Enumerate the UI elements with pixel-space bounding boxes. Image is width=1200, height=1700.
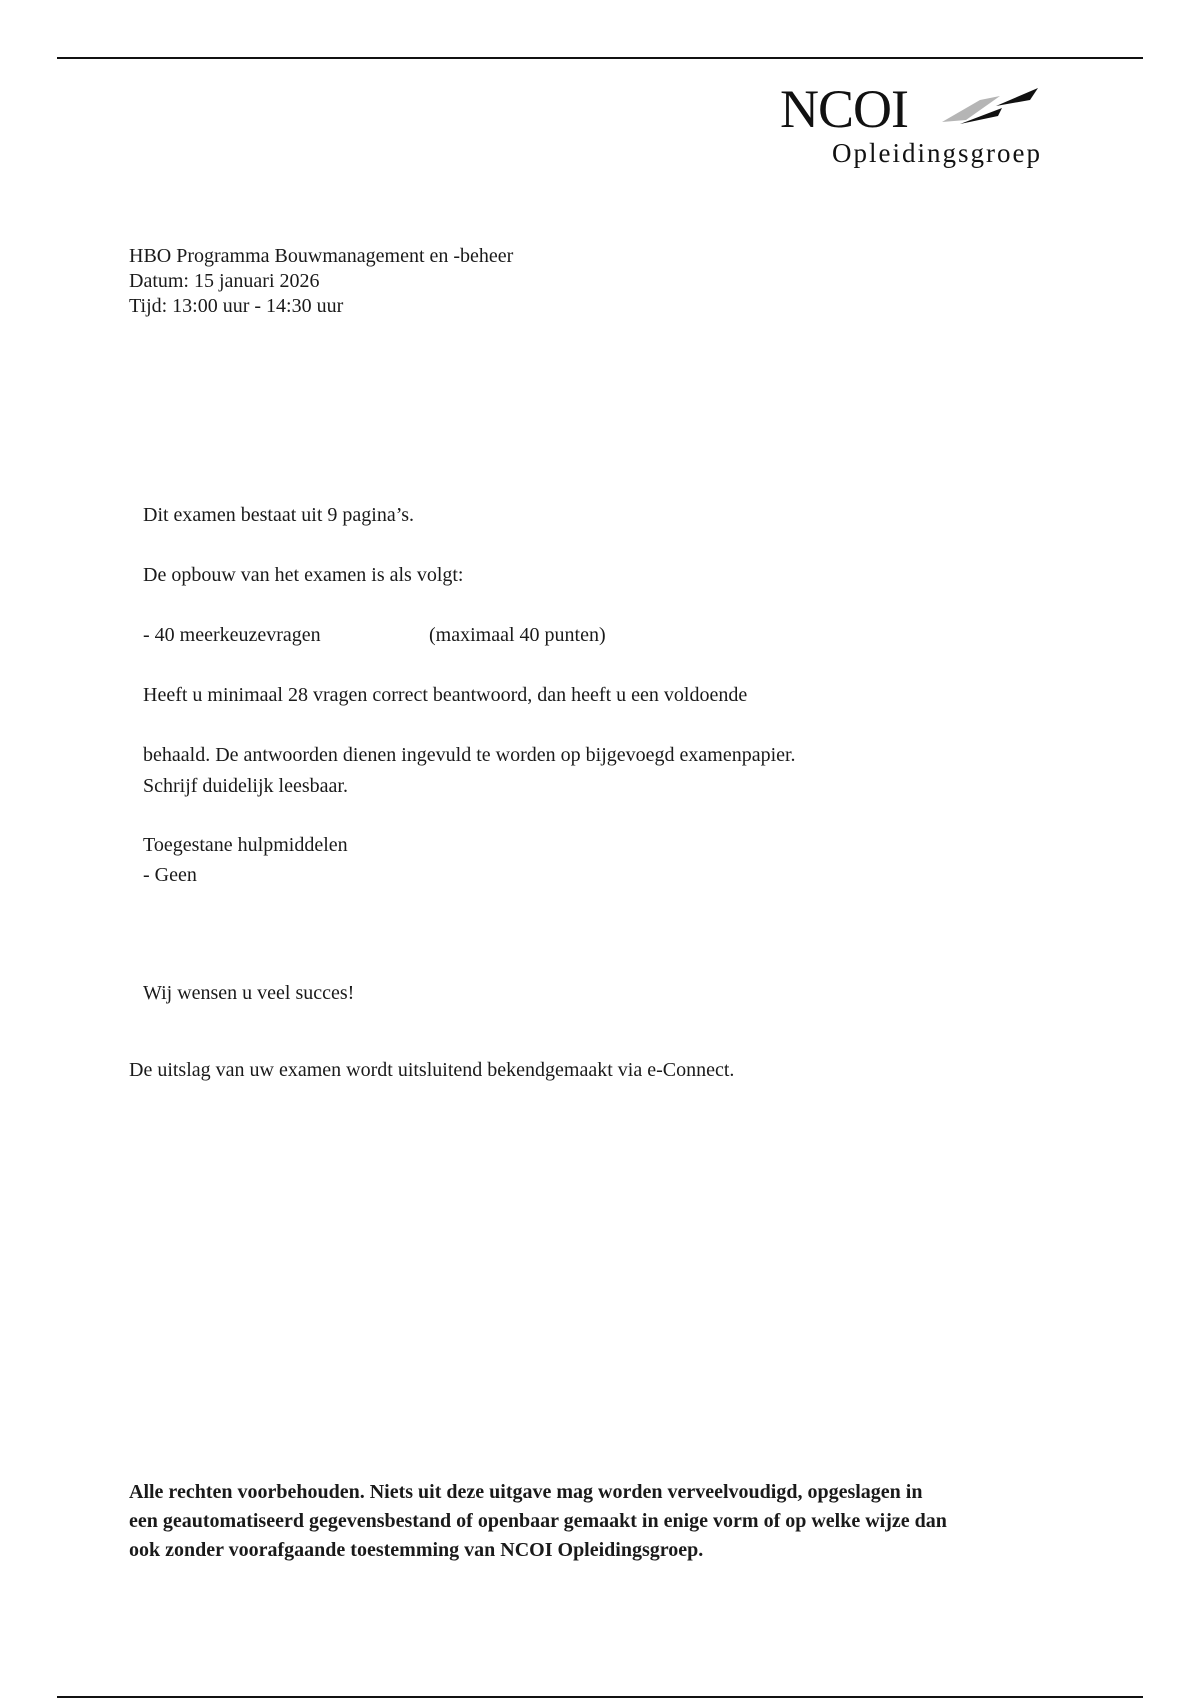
aids-value: - Geen [143, 864, 197, 886]
top-divider [57, 57, 1143, 59]
logo-wordmark: NCOI [780, 79, 908, 139]
exam-time: Tijd: 13:00 uur - 14:30 uur [129, 295, 344, 317]
page-count-text: Dit examen bestaat uit 9 pagina’s. [143, 504, 415, 526]
pass-rule-text: Heeft u minimaal 28 vragen correct beantwoord, dan heeft u een voldoende [143, 684, 748, 706]
legibility-text: Schrijf duidelijk leesbaar. [143, 775, 348, 797]
program-title: HBO Programma Bouwmanagement en -beheer [129, 245, 514, 267]
good-luck-text: Wij wensen u veel succes! [143, 982, 355, 1004]
bottom-divider [57, 1696, 1143, 1698]
copyright-line-1: Alle rechten voorbehouden. Niets uit deze uitgave mag worden verveelvoudigd, opgeslagen in [129, 1481, 923, 1503]
copyright-line-3: ook zonder voorafgaande toestemming van NCOI Opleidingsgroep. [129, 1539, 704, 1561]
ncoi-logo [780, 80, 1060, 180]
result-note: De uitslag van uw examen wordt uitsluitend bekendgemaakt via e-Connect. [129, 1059, 735, 1081]
aids-heading: Toegestane hulpmiddelen [143, 834, 348, 856]
structure-intro: De opbouw van het examen is als volgt: [143, 564, 464, 586]
logo-swoosh-icon [940, 86, 1040, 126]
question-points: (maximaal 40 punten) [429, 624, 606, 646]
exam-date: Datum: 15 januari 2026 [129, 270, 320, 292]
copyright-notice [129, 1478, 1029, 1565]
answer-rule-text: behaald. De antwoorden dienen ingevuld te worden op bijgevoegd examenpapier. [143, 744, 796, 766]
logo-subtitle: Opleidingsgroep [832, 138, 1042, 168]
exam-header [129, 244, 513, 319]
question-type: - 40 meerkeuzevragen [143, 624, 321, 646]
copyright-line-2: een geautomatiseerd gegevensbestand of openbaar gemaakt in enige vorm of op welke wijze dan [129, 1510, 947, 1532]
question-structure-row [143, 620, 606, 650]
